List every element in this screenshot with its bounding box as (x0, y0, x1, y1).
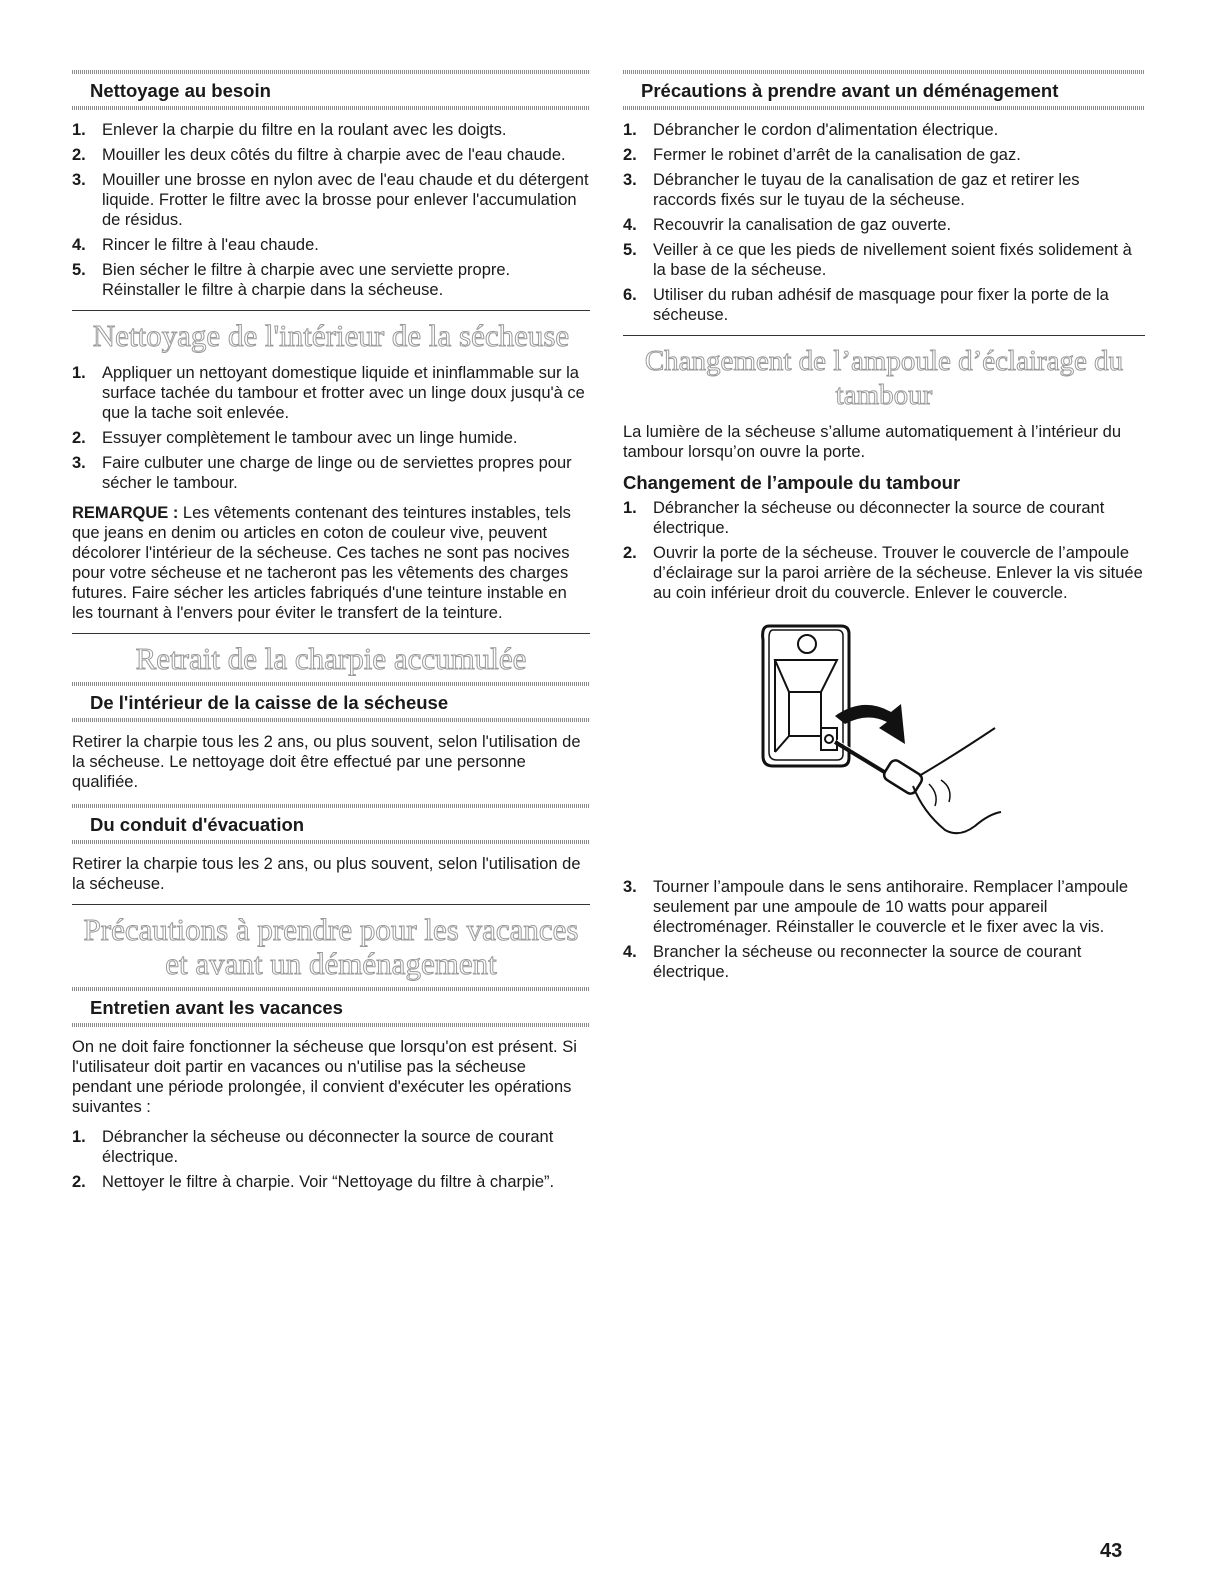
section-divider (72, 310, 590, 311)
item-text: Mouiller une brosse en nylon avec de l'eau chaude et du détergent liquide. Frotter le filtre avec la brosse pour enlever l'accumulation de résidus. (102, 171, 589, 229)
paragraph-lumiere-sechuese: La lumière de la sécheuse s’allume automatiquement à l’intérieur du tambour lorsqu’on ouvre la porte. (623, 423, 1122, 461)
title-nettoyage-interieur: Nettoyage de l'intérieur de la sécheuse (92, 318, 570, 353)
item-text: Appliquer un nettoyant domestique liquide et ininflammable sur la surface tachée du tambour et frotter avec un linge doux jusqu'à ce que la tache soit enlevée. (102, 364, 585, 422)
heading-precautions-demenagement: Précautions à prendre avant un déménagement (623, 70, 1145, 110)
item-text: Tourner l’ampoule dans le sens antihoraire. Remplacer l’ampoule seulement par une ampoule de 10 watts pour appareil électroménager. Réinstaller le couvercle et le fixer avec la vis. (653, 878, 1129, 936)
item-number: 3. (72, 171, 86, 189)
item-text: Nettoyer le filtre à charpie. Voir “Nettoyage du filtre à charpie”. (102, 1173, 555, 1191)
list-item (72, 235, 590, 255)
section-divider (72, 633, 590, 634)
item-number: 1. (72, 121, 86, 139)
title-precautions-vacances: Précautions à prendre pour les vacances et avant un déménagement (83, 912, 579, 981)
list-item (623, 145, 1145, 165)
item-number: 2. (72, 1173, 86, 1191)
item-number: 1. (623, 121, 637, 139)
list-item (72, 428, 590, 448)
list-item (623, 285, 1145, 325)
item-text: Veiller à ce que les pieds de nivellement soient fixés solidement à la base de la sécheuse. (653, 241, 1132, 279)
page-number: 43 (1100, 1540, 1123, 1562)
remarque-text: Les vêtements contenant des teintures instables, tels que jeans en denim ou articles en coton de couleur vive, peuvent décolorer l'intérieur de la sécheuse. Ces taches ne sont pas nocives pour votre sécheuse et ne tacheront pas les vêtements des charges futures. Faire sécher les articles fabriqués d'une teinture instable en les tournant à l'envers pour éviter le transfert de la teinture. (72, 504, 571, 622)
heading-entretien-vacances: Entretien avant les vacances (72, 987, 590, 1027)
item-text: Débrancher le tuyau de la canalisation de gaz et retirer les raccords fixés sur le tuyau de la sécheuse. (653, 171, 1080, 209)
item-number: 1. (72, 1128, 86, 1146)
item-text: Débrancher la sécheuse ou déconnecter la source de courant électrique. (102, 1128, 554, 1166)
list-item (72, 120, 590, 140)
remarque-paragraph (72, 503, 590, 623)
paragraph-conduit-evacuation: Retirer la charpie tous les 2 ans, ou plus souvent, selon l'utilisation de la sécheuse. (72, 855, 581, 893)
remarque-label: REMARQUE : (72, 504, 179, 522)
item-text: Débrancher la sécheuse ou déconnecter la source de courant électrique. (653, 499, 1105, 537)
list-item (72, 1172, 590, 1192)
list-item (623, 240, 1145, 280)
item-text: Utiliser du ruban adhésif de masquage pour fixer la porte de la sécheuse. (653, 286, 1109, 324)
list-item (623, 877, 1145, 937)
list-item (623, 543, 1145, 603)
item-number: 2. (72, 146, 86, 164)
title-retrait-charpie: Retrait de la charpie accumulée (135, 641, 527, 676)
item-number: 5. (623, 241, 637, 259)
item-text: Rincer le filtre à l'eau chaude. (102, 236, 319, 254)
item-number: 1. (72, 364, 86, 382)
item-number: 3. (72, 454, 86, 472)
list-changement-ampoule-b (623, 877, 1145, 982)
item-number: 1. (623, 499, 637, 517)
list-item (72, 1127, 590, 1167)
list-item (623, 170, 1145, 210)
list-precautions-demenagement (623, 120, 1145, 325)
heading-changement-ampoule-tambour: Changement de l’ampoule du tambour (623, 472, 961, 493)
bulb-cover-illustration (623, 616, 1145, 856)
list-item (623, 498, 1145, 538)
item-text: Fermer le robinet d’arrêt de la canalisation de gaz. (653, 146, 1021, 164)
list-item (72, 145, 590, 165)
left-column (72, 70, 590, 1197)
item-text: Mouiller les deux côtés du filtre à charpie avec de l'eau chaude. (102, 146, 566, 164)
item-number: 3. (623, 878, 637, 896)
list-item (72, 363, 590, 423)
item-number: 5. (72, 261, 86, 279)
right-column (623, 70, 1145, 987)
section-divider (623, 335, 1145, 336)
item-number: 2. (623, 544, 637, 562)
list-nettoyage-interieur (72, 363, 590, 493)
item-text: Ouvrir la porte de la sécheuse. Trouver le couvercle de l’ampoule d’éclairage sur la paroi arrière de la sécheuse. Enlever la vis située au coin inférieur droit du couvercle. Enlever le couvercle. (653, 544, 1143, 602)
list-item (623, 215, 1145, 235)
item-text: Bien sécher le filtre à charpie avec une serviette propre. Réinstaller le filtre à charpie dans la sécheuse. (102, 261, 511, 299)
heading-conduit-evacuation: Du conduit d'évacuation (72, 804, 590, 844)
heading-interieur-caisse: De l'intérieur de la caisse de la sécheuse (72, 682, 590, 722)
item-number: 6. (623, 286, 637, 304)
title-changement-ampoule: Changement de l’ampoule d’éclairage du tambour (644, 345, 1124, 411)
paragraph-interieur-caisse: Retirer la charpie tous les 2 ans, ou plus souvent, selon l'utilisation de la sécheuse. Le nettoyage doit être effectué par une personne qualifiée. (72, 733, 581, 791)
item-text: Enlever la charpie du filtre en la roulant avec les doigts. (102, 121, 507, 139)
item-number: 4. (623, 216, 637, 234)
item-number: 2. (72, 429, 86, 447)
item-number: 4. (72, 236, 86, 254)
list-item (623, 942, 1145, 982)
item-text: Recouvrir la canalisation de gaz ouverte. (653, 216, 952, 234)
item-text: Débrancher le cordon d'alimentation électrique. (653, 121, 999, 139)
list-item (72, 260, 590, 300)
list-entretien-vacances (72, 1127, 590, 1192)
list-changement-ampoule-a (623, 498, 1145, 603)
paragraph-entretien-vacances: On ne doit faire fonctionner la sécheuse que lorsqu'on est présent. Si l'utilisateur doit partir en vacances ou n'utilise pas la sécheuse pendant une période prolongée, il convient d'exécuter les opérations suivantes : (72, 1038, 577, 1116)
section-divider (72, 904, 590, 905)
list-item (72, 453, 590, 493)
item-number: 2. (623, 146, 637, 164)
item-text: Brancher la sécheuse ou reconnecter la source de courant électrique. (653, 943, 1082, 981)
item-text: Essuyer complètement le tambour avec un linge humide. (102, 429, 518, 447)
list-item (72, 170, 590, 230)
item-text: Faire culbuter une charge de linge ou de serviettes propres pour sécher le tambour. (102, 454, 572, 492)
item-number: 4. (623, 943, 637, 961)
heading-nettoyage-au-besoin: Nettoyage au besoin (72, 70, 590, 110)
item-number: 3. (623, 171, 637, 189)
list-item (623, 120, 1145, 140)
list-nettoyage-au-besoin (72, 120, 590, 300)
